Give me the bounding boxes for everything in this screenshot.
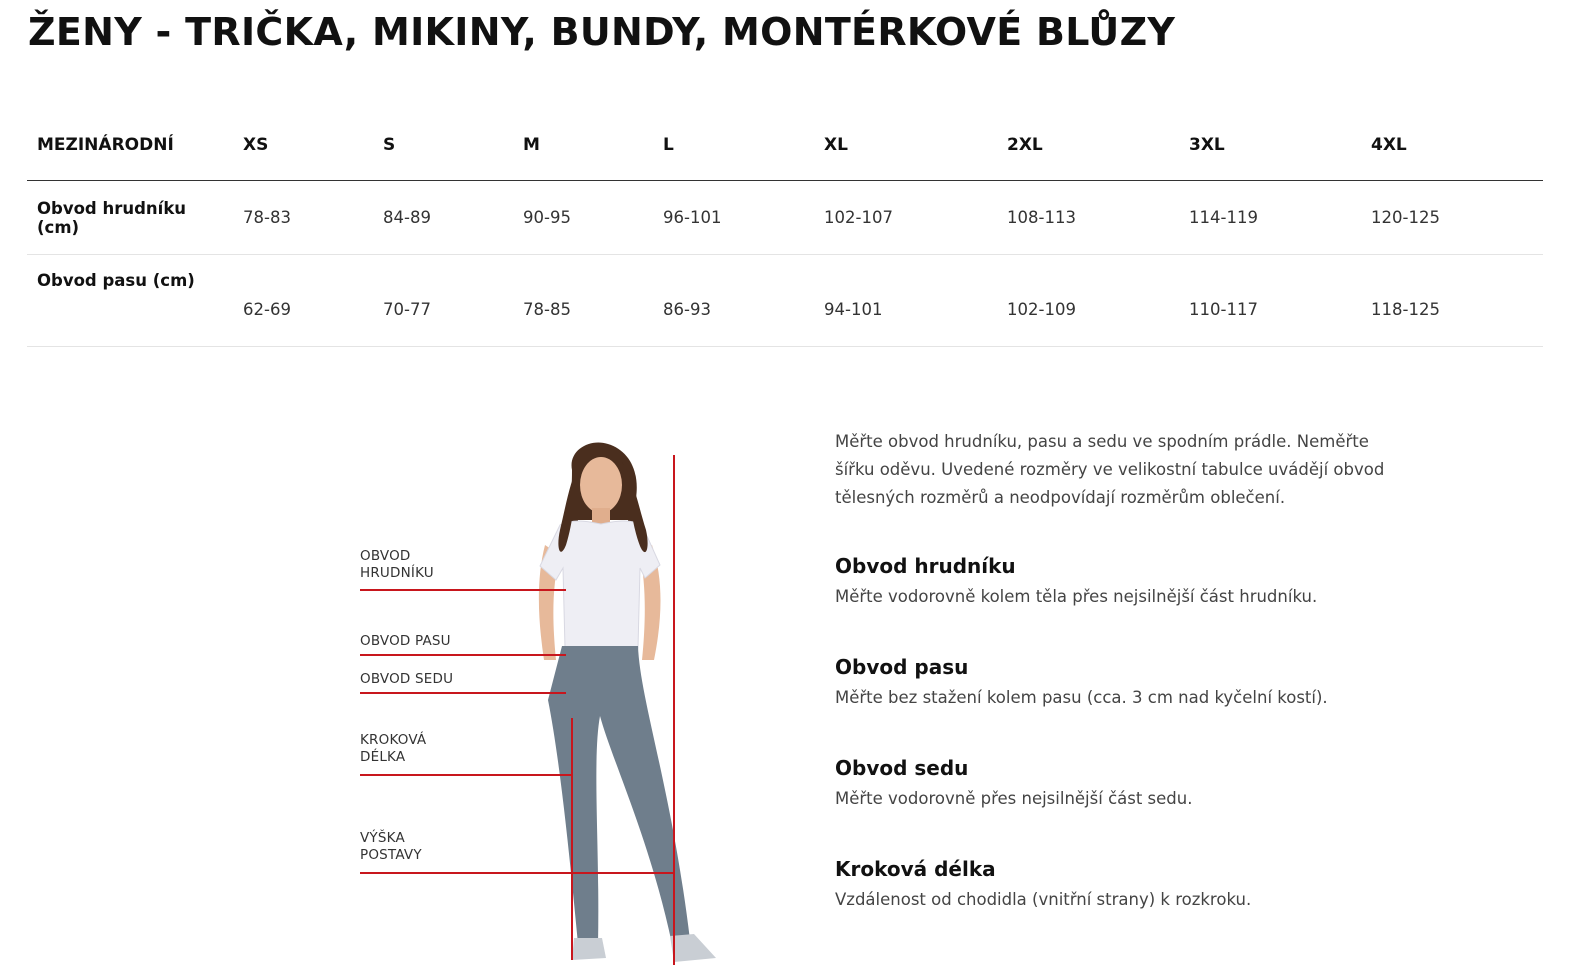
section-title: Obvod pasu: [835, 655, 969, 679]
table-cell: 86-93: [653, 255, 814, 347]
intro-paragraph: [835, 428, 1395, 512]
label-line: OBVOD SEDU: [360, 671, 454, 687]
table-cell: 114-119: [1179, 181, 1361, 255]
row-label: Obvod hrudníku (cm): [27, 181, 233, 255]
column-header: M: [513, 110, 653, 181]
label-line: KROKOVÁ: [360, 732, 427, 748]
column-header: XS: [233, 110, 373, 181]
label-line: POSTAVY: [360, 847, 422, 863]
column-header: 4XL: [1361, 110, 1543, 181]
table-cell: 78-83: [233, 181, 373, 255]
table-cell: 94-101: [814, 255, 997, 347]
table-cell: 70-77: [373, 255, 513, 347]
table-cell: 96-101: [653, 181, 814, 255]
shoe-left: [572, 938, 606, 960]
table-cell: 118-125: [1361, 255, 1543, 347]
section-text: Měřte bez stažení kolem pasu (cca. 3 cm nad kyčelní kostí).: [835, 688, 1328, 707]
table-cell: 90-95: [513, 181, 653, 255]
table-cell: 62-69: [233, 255, 373, 347]
intro-text: [835, 428, 1395, 512]
column-header: S: [373, 110, 513, 181]
table-cell: 84-89: [373, 181, 513, 255]
inseam-label: [360, 732, 426, 766]
chest-label: [360, 548, 434, 582]
label-line: VÝŠKA: [360, 830, 405, 846]
label-line: DÉLKA: [360, 749, 406, 765]
table-cell: 102-109: [997, 255, 1179, 347]
table-cell: 110-117: [1179, 255, 1361, 347]
height-label: [360, 830, 422, 864]
section-title: Obvod hrudníku: [835, 554, 1016, 578]
shoe-right: [670, 934, 716, 962]
column-header: L: [653, 110, 814, 181]
section-title: Obvod sedu: [835, 756, 969, 780]
intro-line: Měřte obvod hrudníku, pasu a sedu ve spodním prádle. Neměřte: [835, 432, 1369, 451]
jeans: [548, 646, 690, 944]
intro-line: šířku oděvu. Uvedené rozměry ve velikostní tabulce uvádějí obvod: [835, 460, 1385, 479]
section-text: Vzdálenost od chodidla (vnitřní strany) k rozkroku.: [835, 890, 1252, 909]
table-cell: 108-113: [997, 181, 1179, 255]
section-text: Měřte vodorovně kolem těla přes nejsilnější část hrudníku.: [835, 587, 1318, 606]
label-line: OBVOD PASU: [360, 633, 451, 649]
page-title: ŽENY - TRIČKA, MIKINY, BUNDY, MONTÉRKOVÉ BLŮZY: [28, 10, 1176, 54]
waist-label: [360, 633, 451, 650]
row-label: Obvod pasu (cm): [27, 255, 233, 347]
label-line: OBVOD: [360, 548, 411, 564]
label-line: HRUDNÍKU: [360, 565, 434, 581]
table-cell: 102-107: [814, 181, 997, 255]
column-header: MEZINÁRODNÍ: [27, 110, 233, 181]
column-header: 2XL: [997, 110, 1179, 181]
section-title: Kroková délka: [835, 857, 996, 881]
table-cell: 78-85: [513, 255, 653, 347]
column-header: 3XL: [1179, 110, 1361, 181]
column-header: XL: [814, 110, 997, 181]
table-cell: 120-125: [1361, 181, 1543, 255]
face: [580, 457, 622, 513]
section-text: Měřte vodorovně přes nejsilnější část sedu.: [835, 789, 1193, 808]
hip-label: [360, 671, 453, 688]
intro-line: tělesných rozměrů a neodpovídají rozměrům oblečení.: [835, 488, 1286, 507]
